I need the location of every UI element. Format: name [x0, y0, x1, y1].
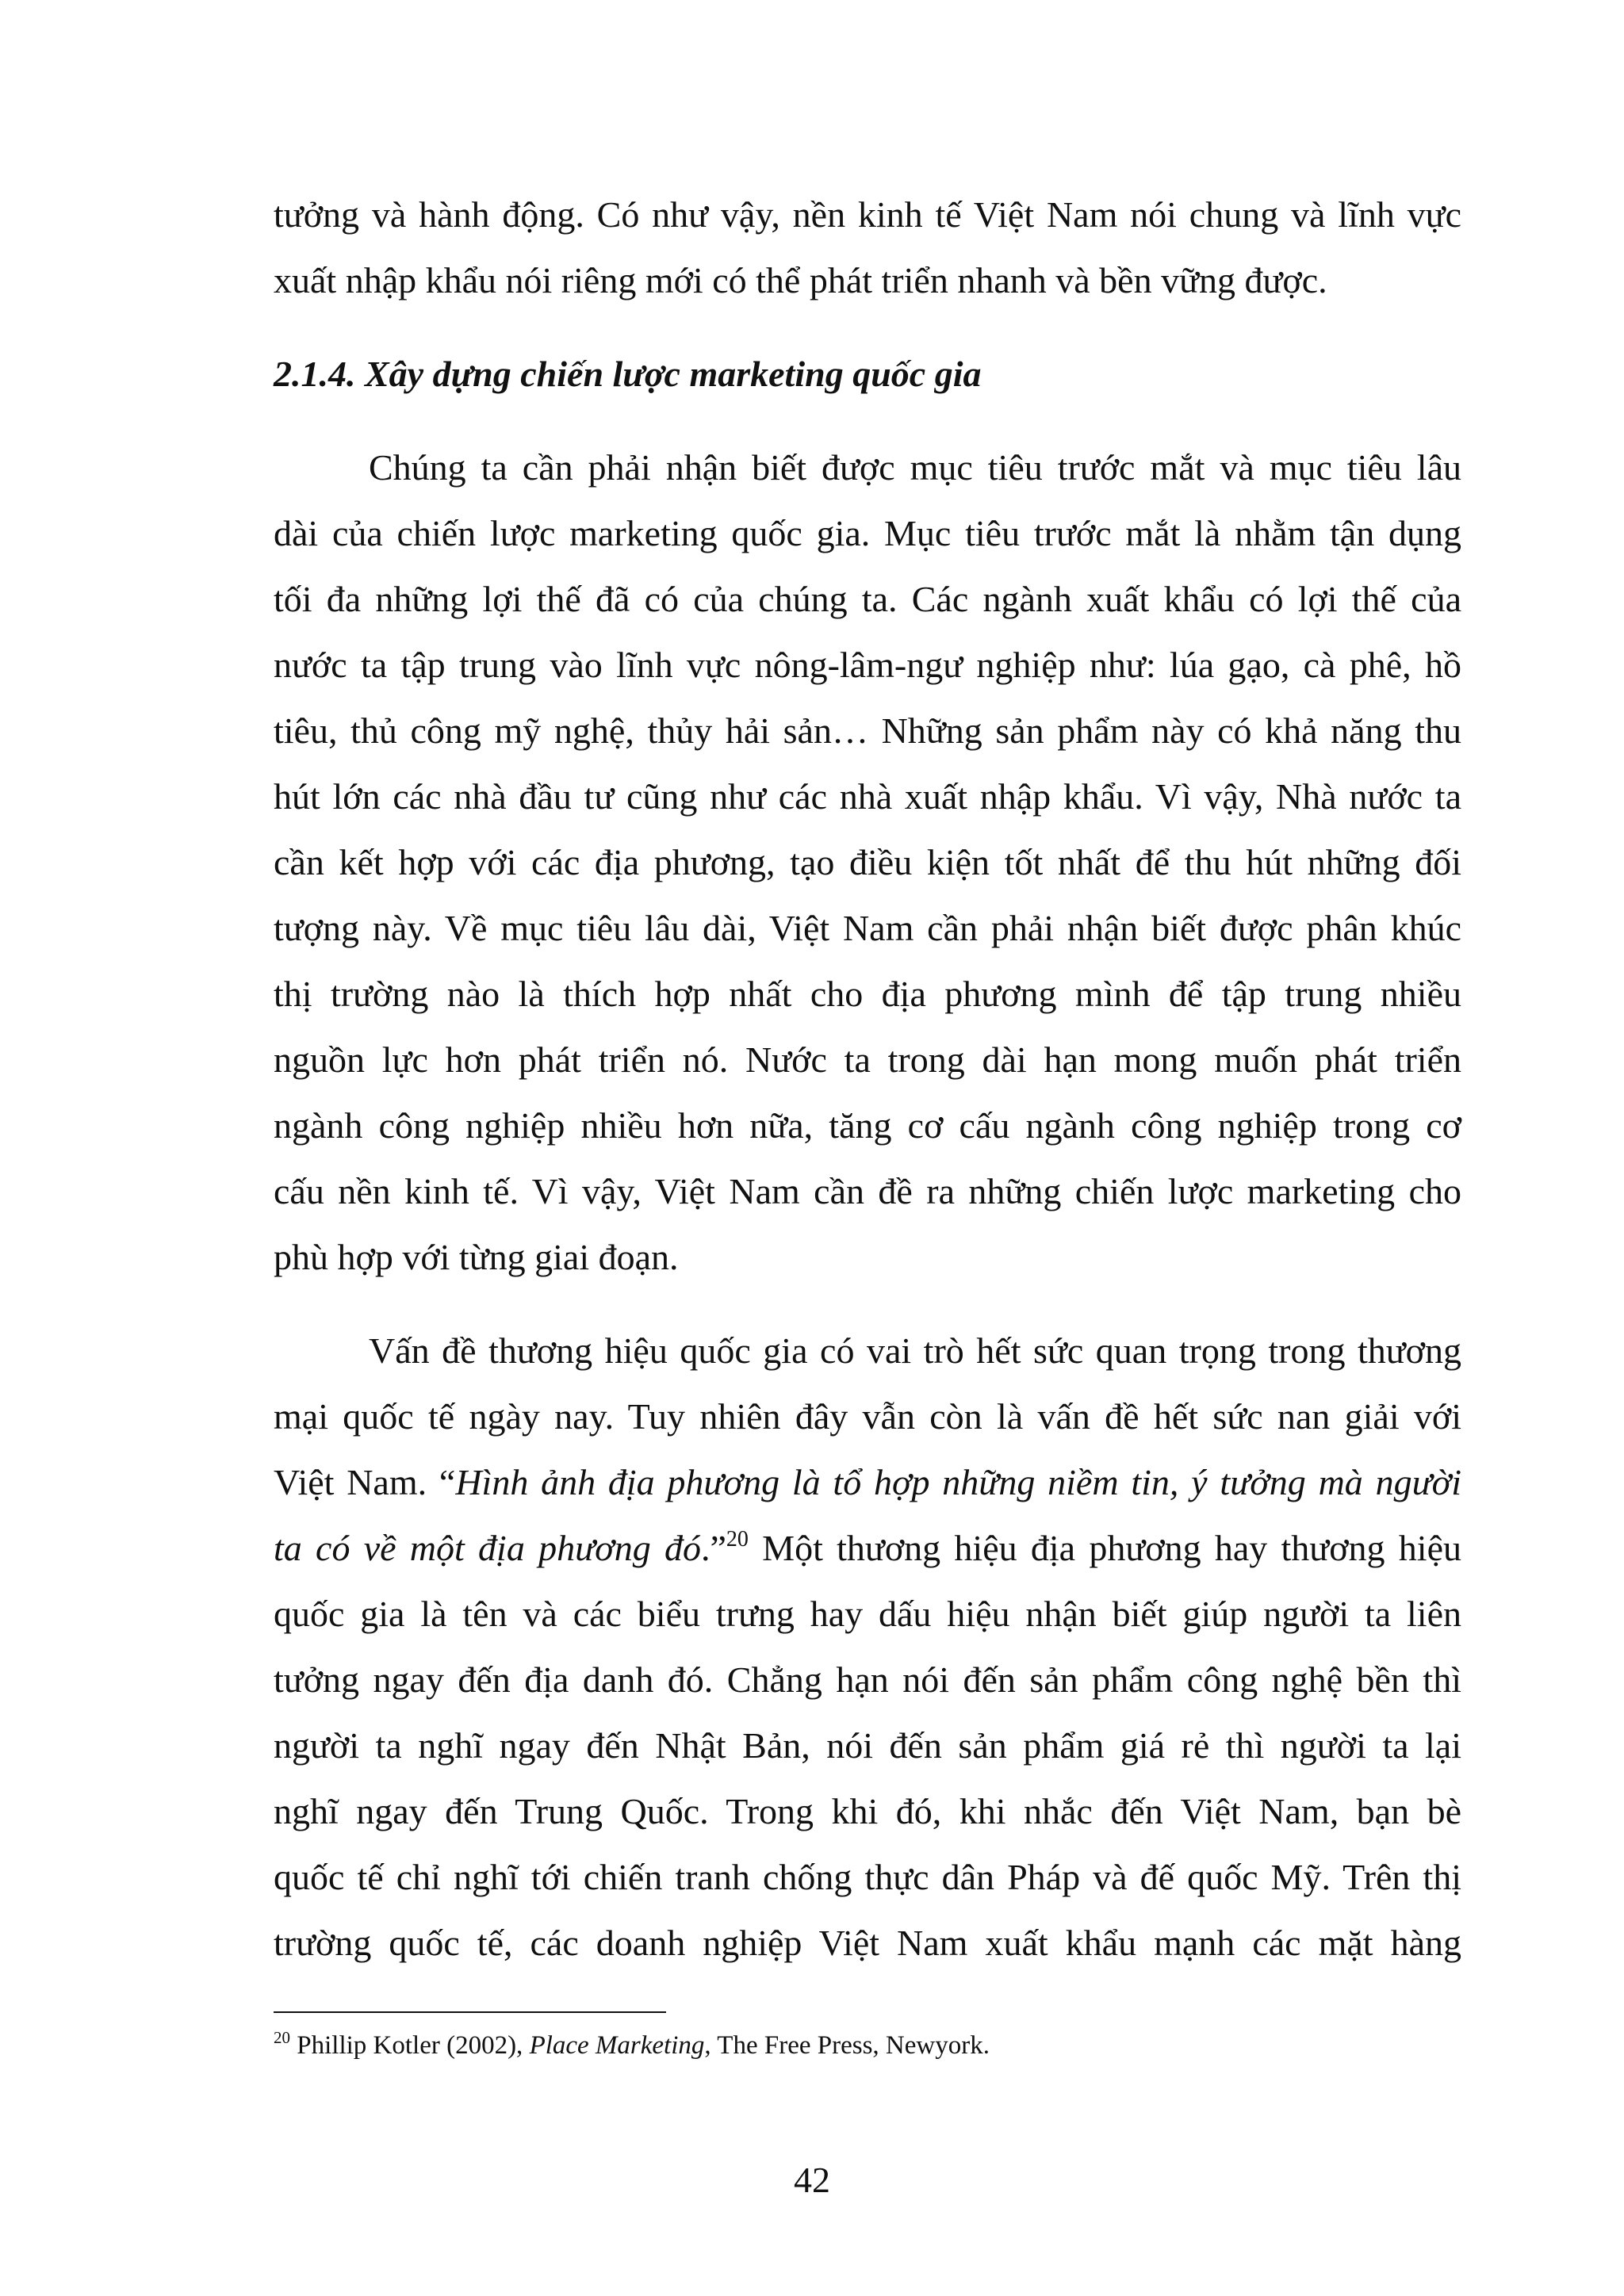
- text-line: hút lớn các nhà đầu tư cũng như các nhà xuất nhập khẩu. Vì vậy, Nhà nước ta: [274, 776, 1461, 817]
- footnote-title: Place Marketing: [529, 2031, 705, 2060]
- text-line: nước ta tập trung vào lĩnh vực nông-lâm-ngư nghiệp như: lúa gạo, cà phê, hồ: [274, 645, 1461, 685]
- text-line: tưởng và hành động. Có như vậy, nền kinh tế Việt Nam nói chung và lĩnh vực: [274, 194, 1461, 235]
- text-line: tưởng ngay đến địa danh đó. Chẳng hạn nói đến sản phẩm công nghệ bền thì: [274, 1659, 1461, 1700]
- page-number: 42: [794, 2160, 830, 2200]
- text-line-with-footnote-ref: [274, 1526, 1461, 1571]
- text-line: nghĩ ngay đến Trung Quốc. Trong khi đó, khi nhắc đến Việt Nam, bạn bè: [274, 1791, 1461, 1831]
- text-line: Vấn đề thương hiệu quốc gia có vai trò hết sức quan trọng trong thương: [369, 1330, 1461, 1371]
- text-line: xuất nhập khẩu nói riêng mới có thể phát triển nhanh và bền vững được.: [274, 260, 1327, 300]
- text-line: trường quốc tế, các doanh nghiệp Việt Nam xuất khẩu mạnh các mặt hàng: [274, 1923, 1461, 1963]
- text-span: Một thương hiệu địa phương hay thương hiệu: [748, 1528, 1461, 1568]
- text-line: thị trường nào là thích hợp nhất cho địa phương mình để tập trung nhiều: [274, 974, 1461, 1014]
- text-span: .”: [701, 1528, 726, 1568]
- text-span: Việt Nam. “: [274, 1462, 456, 1502]
- text-line: tiêu, thủ công mỹ nghệ, thủy hải sản… Những sản phẩm này có khả năng thu: [274, 710, 1461, 751]
- footnote-number: 20: [274, 2028, 290, 2047]
- quote-italic: Hình ảnh địa phương là tổ hợp những niềm tin, ý tưởng mà người: [455, 1462, 1461, 1502]
- footnote-text: , The Free Press, Newyork.: [704, 2031, 990, 2060]
- text-line: Chúng ta cần phải nhận biết được mục tiêu trước mắt và mục tiêu lâu: [369, 447, 1461, 488]
- text-line: tượng này. Về mục tiêu lâu dài, Việt Nam cần phải nhận biết được phân khúc: [274, 908, 1461, 948]
- text-line: cấu nền kinh tế. Vì vậy, Việt Nam cần đề ra những chiến lược marketing cho: [274, 1171, 1461, 1211]
- text-line: người ta nghĩ ngay đến Nhật Bản, nói đến sản phẩm giá rẻ thì người ta lại: [274, 1725, 1461, 1766]
- text-line: cần kết hợp với các địa phương, tạo điều kiện tốt nhất để thu hút những đối: [274, 842, 1461, 882]
- quote-italic: ta có về một địa phương đó: [274, 1528, 701, 1568]
- text-line: quốc tế chỉ nghĩ tới chiến tranh chống thực dân Pháp và đế quốc Mỹ. Trên thị: [274, 1857, 1461, 1897]
- footnote-reference: 20: [726, 1527, 749, 1552]
- section-heading: 2.1.4. Xây dựng chiến lược marketing quốc gia: [274, 354, 982, 394]
- footnote: [274, 2030, 990, 2061]
- text-line: phù hợp với từng giai đoạn.: [274, 1237, 679, 1277]
- text-line: ngành công nghiệp nhiều hơn nữa, tăng cơ cấu ngành công nghiệp trong cơ: [274, 1105, 1461, 1146]
- text-line: quốc gia là tên và các biểu trưng hay dấu hiệu nhận biết giúp người ta liên: [274, 1594, 1461, 1634]
- text-line: dài của chiến lược marketing quốc gia. Mục tiêu trước mắt là nhằm tận dụng: [274, 513, 1461, 553]
- text-line-with-quote: [274, 1460, 1461, 1505]
- text-line: nguồn lực hơn phát triển nó. Nước ta trong dài hạn mong muốn phát triển: [274, 1039, 1461, 1080]
- text-line: mại quốc tế ngày nay. Tuy nhiên đây vẫn còn là vấn đề hết sức nan giải với: [274, 1396, 1461, 1437]
- text-line: tối đa những lợi thế đã có của chúng ta. Các ngành xuất khẩu có lợi thế của: [274, 579, 1461, 619]
- footnote-divider: [274, 2011, 666, 2013]
- footnote-text: Phillip Kotler (2002),: [290, 2031, 530, 2060]
